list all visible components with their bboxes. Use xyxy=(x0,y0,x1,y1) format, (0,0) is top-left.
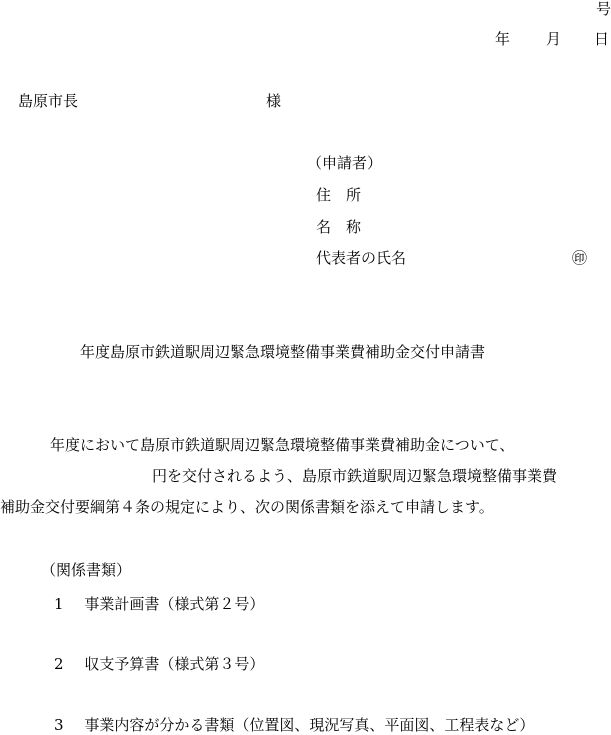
month-label: 月 xyxy=(546,30,562,48)
attachment-number: 3 xyxy=(54,716,64,734)
attachment-number: 2 xyxy=(54,655,64,673)
body-line-3: 補助金交付要綱第４条の規定により、次の関係書類を添えて申請します。 xyxy=(0,498,494,516)
body-line-2: 円を交付されるよう、島原市鉄道駅周辺緊急環境整備事業費 xyxy=(152,467,558,485)
addressee-honorific: 様 xyxy=(266,92,282,110)
attachment-item xyxy=(54,595,264,613)
attachment-item xyxy=(54,655,264,673)
applicant-name-label: 名 称 xyxy=(316,218,362,236)
attachment-label: 事業計画書（様式第２号） xyxy=(84,595,265,613)
applicant-heading: （申請者） xyxy=(307,154,383,172)
number-label: 号 xyxy=(596,0,611,18)
body-line-1: 年度において島原市鉄道駅周辺緊急環境整備事業費補助金について、 xyxy=(50,436,515,454)
attachment-item xyxy=(54,716,534,734)
attachment-label: 収支予算書（様式第３号） xyxy=(84,655,265,673)
applicant-representative-label: 代表者の氏名 xyxy=(316,249,407,267)
attachments-heading: （関係書類） xyxy=(41,561,132,579)
year-label: 年 xyxy=(495,30,511,48)
seal-mark: ㊞ xyxy=(572,249,588,267)
addressee-name: 島原市長 xyxy=(18,92,79,110)
document-title: 年度島原市鉄道駅周辺緊急環境整備事業費補助金交付申請書 xyxy=(80,343,486,361)
attachment-label: 事業内容が分かる書類（位置図、現況写真、平面図、工程表など） xyxy=(84,716,535,734)
applicant-address-label: 住 所 xyxy=(316,186,362,204)
attachment-number: 1 xyxy=(54,595,64,613)
day-label: 日 xyxy=(594,30,610,48)
